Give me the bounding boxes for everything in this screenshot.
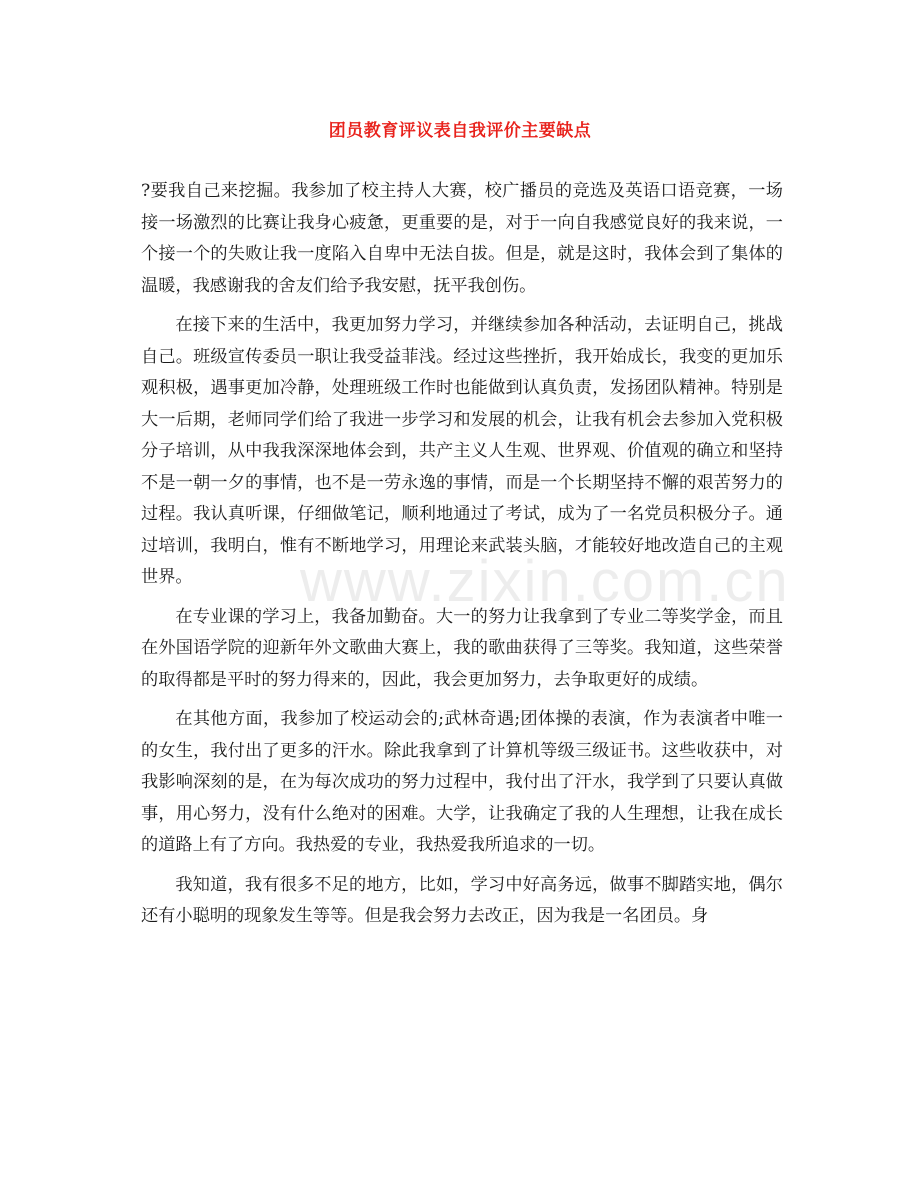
document-title: 团员教育评议表自我评价主要缺点	[328, 121, 592, 141]
document-body	[141, 176, 783, 941]
paragraph-1: ?要我自己来挖掘。我参加了校主持人大赛，校广播员的竞选及英语口语竞赛，一场接一场激烈的比赛让我身心疲惫，更重要的是，对于一向自我感觉良好的我来说，一个接一个的失败让我一度陷入自卑中无法自拔。但是，就是这时，我体会到了集体的温暖，我感谢我的舍友们给予我安慰，抚平我创伤。	[141, 181, 783, 296]
paragraph-3: 在专业课的学习上，我备加勤奋。大一的努力让我拿到了专业二等奖学金，而且在外国语学院的迎新年外文歌曲大赛上，我的歌曲获得了三等奖。我知道，这些荣誉的取得都是平时的努力得来的，因此，我会更加努力，去争取更好的成绩。	[141, 606, 783, 690]
paragraph-4: 在其他方面，我参加了校运动会的;武林奇遇;团体操的表演，作为表演者中唯一的女生，我付出了更多的汗水。除此我拿到了计算机等级三级证书。这些收获中，对我影响深刻的是，在为每次成功的努力过程中，我付出了汗水，我学到了只要认真做事，用心努力，没有什么绝对的困难。大学，让我确定了我的人生理想，让我在成长的道路上有了方向。我热爱的专业，我热爱我所追求的一切。	[141, 709, 783, 855]
watermark: www.zixin.com.cn	[300, 549, 790, 614]
paragraph-5: 我知道，我有很多不足的地方，比如，学习中好高务远，做事不脚踏实地，偶尔还有小聪明的现象发生等等。但是我会努力去改正，因为我是一名团员。身	[141, 874, 783, 926]
paragraph-2: 在接下来的生活中，我更加努力学习，并继续参加各种活动，去证明自己，挑战自己。班级宣传委员一职让我受益菲浅。经过这些挫折，我开始成长，我变的更加乐观积极，遇事更加冷静，处理班级工作时也能做到认真负责，发扬团队精神。特别是大一后期，老师同学们给了我进一步学习和发展的机会，让我有机会去参加入党积极分子培训，从中我我深深地体会到，共产主义人生观、世界观、价值观的确立和坚持不是一朝一夕的事情，也不是一劳永逸的事情，而是一个长期坚持不懈的艰苦努力的过程。我认真听课，仔细做笔记，顺利地通过了考试，成为了一名党员积极分子。通过培训，我明白，惟有不断地学习，用理论来武装头脑，才能较好地改造自己的主观世界。	[141, 315, 783, 587]
